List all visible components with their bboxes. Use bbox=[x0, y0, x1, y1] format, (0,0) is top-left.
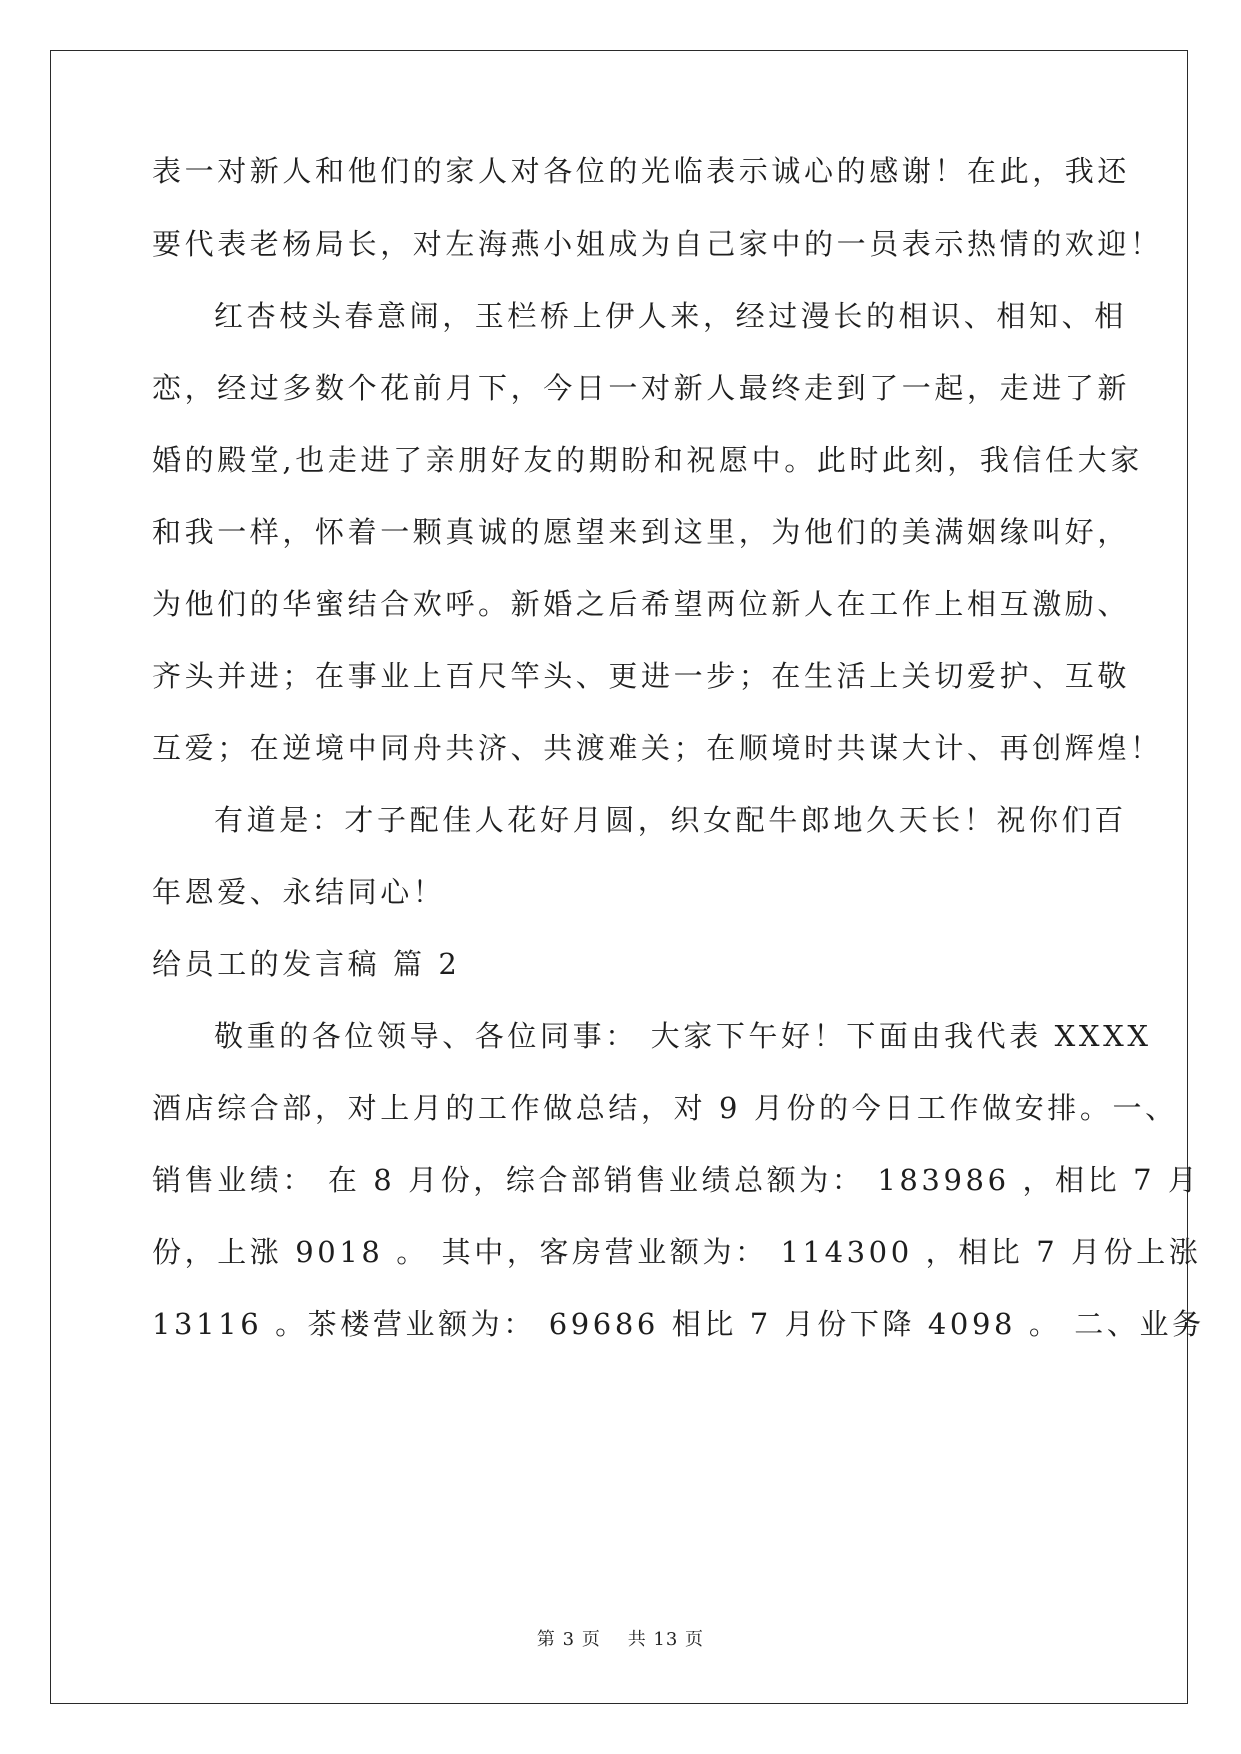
text-line: 婚的殿堂,也走进了亲朋好友的期盼和祝愿中。此时此刻，我信任大家 bbox=[152, 443, 1143, 477]
page-footer bbox=[0, 1628, 1241, 1652]
paragraph-start-line: 敬重的各位领导、各位同事： 大家下午好！下面由我代表 XXXX bbox=[214, 1019, 1152, 1053]
text-line: 恋，经过多数个花前月下，今日一对新人最终走到了一起，走进了新 bbox=[152, 371, 1131, 405]
text-line: 和我一样，怀着一颗真诚的愿望来到这里，为他们的美满姻缘叫好， bbox=[152, 515, 1131, 549]
paragraph-start-line: 红杏枝头春意闹，玉栏桥上伊人来，经过漫长的相识、相知、相 bbox=[214, 299, 1127, 333]
text-line: 销售业绩： 在 8 月份，综合部销售业绩总额为： 183986 ，相比 7 月 bbox=[152, 1163, 1201, 1197]
paragraph-start-line: 有道是：才子配佳人花好月圆，织女配牛郎地久天长！祝你们百 bbox=[214, 803, 1127, 837]
text-line: 13116 。茶楼营业额为： 69686 相比 7 月份下降 4098 。 二、业务 bbox=[152, 1307, 1205, 1341]
text-line: 份，上涨 9018 。 其中，客房营业额为： 114300 ，相比 7 月份上涨 bbox=[152, 1235, 1202, 1269]
text-line: 齐头并进；在事业上百尺竿头、更进一步；在生活上关切爱护、互敬 bbox=[152, 659, 1131, 693]
text-line: 要代表老杨局长，对左海燕小姐成为自己家中的一员表示热情的欢迎！ bbox=[152, 227, 1163, 261]
text-line: 为他们的华蜜结合欢呼。新婚之后希望两位新人在工作上相互激励、 bbox=[152, 587, 1131, 621]
section-heading: 给员工的发言稿 篇 2 bbox=[152, 947, 461, 981]
text-line: 年恩爱、永结同心！ bbox=[152, 875, 446, 909]
text-line: 互爱；在逆境中同舟共济、共渡难关；在顺境时共谋大计、再创辉煌！ bbox=[152, 731, 1163, 765]
text-line: 酒店综合部，对上月的工作做总结，对 9 月份的今日工作做安排。一、 bbox=[152, 1091, 1178, 1125]
page-number-label: 第 3 页 共 13 页 bbox=[536, 1629, 705, 1650]
text-line: 表一对新人和他们的家人对各位的光临表示诚心的感谢！在此，我还 bbox=[152, 154, 1131, 188]
